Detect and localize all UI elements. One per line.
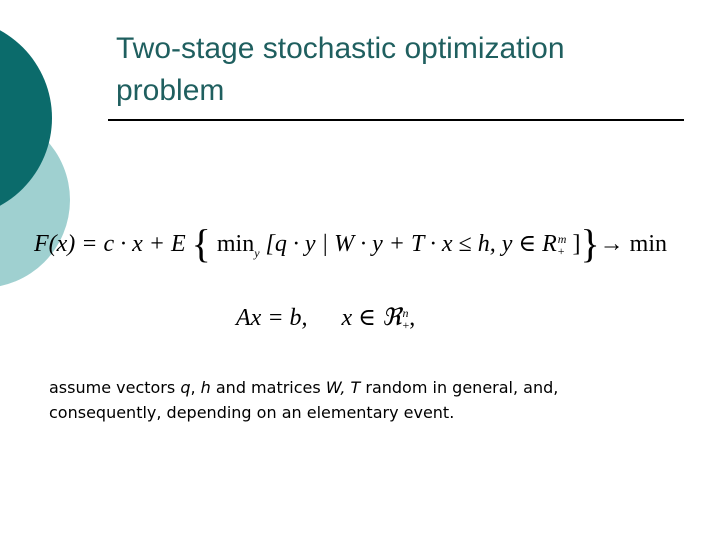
- eq1-lhs: F(x) = c · x + E: [34, 231, 186, 257]
- eq2-domain: x ∈ ℜ: [341, 305, 402, 331]
- eq1-R-sup: m: [557, 232, 567, 246]
- eq1-inner: [q · y | W · y + T · x ≤ h, y ∈ R: [265, 231, 557, 257]
- slide-title: [116, 28, 696, 112]
- eq1-R-scripts: [558, 233, 567, 257]
- title-line-2: problem: [116, 74, 225, 107]
- eq1-close-brace: }: [580, 221, 600, 266]
- eq1-min-subscript: y: [254, 246, 260, 260]
- var-W-T: W, T: [325, 378, 361, 397]
- objective-equation: [34, 222, 667, 269]
- text-segment: ,: [190, 378, 201, 397]
- title-underline: [108, 119, 684, 121]
- eq2-R-sub: +: [402, 318, 410, 332]
- eq2-constraint: Ax = b,: [236, 305, 308, 331]
- eq1-rhs: min: [629, 231, 667, 257]
- text-segment: and matrices: [210, 378, 326, 397]
- eq2-trail: ,: [409, 305, 416, 331]
- eq1-open-brace: {: [191, 221, 211, 266]
- eq2-R-sup: n: [402, 306, 409, 320]
- constraint-equation: [236, 298, 415, 338]
- title-line-1: Two-stage stochastic optimization: [116, 32, 565, 65]
- eq1-min-word: min: [216, 231, 255, 257]
- text-segment: assume vectors: [49, 378, 181, 397]
- explanation-line-1: [49, 375, 689, 400]
- explanation-text: [49, 375, 689, 425]
- eq1-arrow: →: [599, 231, 624, 257]
- explanation-line-2: consequently, depending on an elementary event.: [49, 403, 455, 422]
- eq1-R-sub: +: [557, 244, 565, 258]
- var-q: q: [180, 378, 191, 397]
- text-segment: random in general, and,: [360, 378, 559, 397]
- eq1-close-bracket: ]: [572, 231, 581, 257]
- var-h: h: [200, 378, 211, 397]
